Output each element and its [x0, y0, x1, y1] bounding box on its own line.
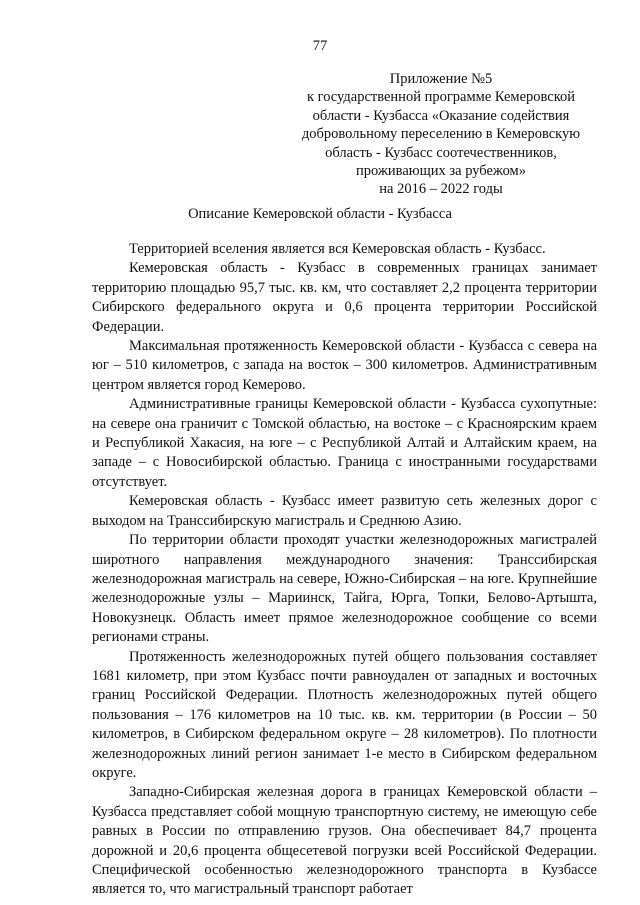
appendix-header: [282, 70, 600, 199]
appendix-line: к государственной программе Кемеровской: [306, 89, 576, 106]
paragraph: Максимальная протяженность Кемеровской области - Кузбасса с севера на юг – 510 километров, с запада на восток – 300 километров. Административным центром является город Кемерово.: [92, 338, 597, 393]
appendix-line: Приложение №5: [389, 71, 493, 87]
paragraph: Территорией вселения является вся Кемеровская область - Кузбасс.: [129, 241, 546, 257]
appendix-line: добровольному переселению в Кемеровскую: [301, 126, 581, 143]
paragraph: Западно-Сибирская железная дорога в границах Кемеровской области – Кузбасса представляет собой мощную транспортную систему, не имеющую себе равных в России по отправлению грузов. Она обеспечивает 84,7 процента дорожной и 20,6 процента общесетевой погрузки всей Российской Федерации. Специфической особенностью железнодорожного транспорта в Кузбассе является то, что магистральный транспорт работает: [92, 784, 597, 898]
appendix-line: области - Кузбасса «Оказание содействия: [312, 107, 570, 124]
body-text: [92, 240, 597, 900]
appendix-line: на 2016 – 2022 годы: [379, 181, 503, 198]
paragraph: Административные границы Кемеровской области - Кузбасса сухопутные: на севере она граничит с Томской областью, на востоке – с Красноярским краем и Республикой Хакасия, на юге – с Республикой Алтай и Алтайским краем, на западе – с Новосибирской областью. Граница с иностранными государствами отсутствует.: [92, 396, 597, 490]
appendix-line: проживающих за рубежом»: [356, 163, 526, 180]
paragraph: По территории области проходят участки железнодорожных магистралей широтного направления международного значения: Транссибирская железнодорожная магистраль на севере, Южно-Сибирская – на юге. Крупнейшие железнодорожные узлы – Мариинск, Тайга, Юрга, Топки, Белово-Артышта, Новокузнецк. Область имеет прямое железнодорожное сообщение со всеми регионами страны.: [92, 532, 597, 646]
paragraph: Кемеровская область - Кузбасс в современных границах занимает территорию площадью 95,7 тыс. кв. км, что составляет 2,2 процента территории Сибирского федерального округа и 0,6 процента территории Российской Федерации.: [92, 260, 597, 335]
paragraph: Протяженность железнодорожных путей общего пользования составляет 1681 километр, при этом Кузбасс почти равноудален от западных и восточных границ Российской Федерации. Плотность железнодорожных путей общего пользования – 176 километров на 10 тыс. кв. км. территории (в России – 50 километров, в Сибирском федеральном округе – 28 километров). По плотности железнодорожных линий регион занимает 1-е место в Сибирском федеральном округе.: [92, 648, 597, 781]
page-number: 77: [312, 38, 328, 54]
appendix-line: область - Кузбасс соотечественников,: [325, 144, 557, 161]
paragraph: Кемеровская область - Кузбасс имеет развитую сеть железных дорог с выходом на Транссибирскую магистраль и Среднюю Азию.: [92, 493, 597, 529]
document-title: Описание Кемеровской области - Кузбасса: [188, 206, 452, 222]
